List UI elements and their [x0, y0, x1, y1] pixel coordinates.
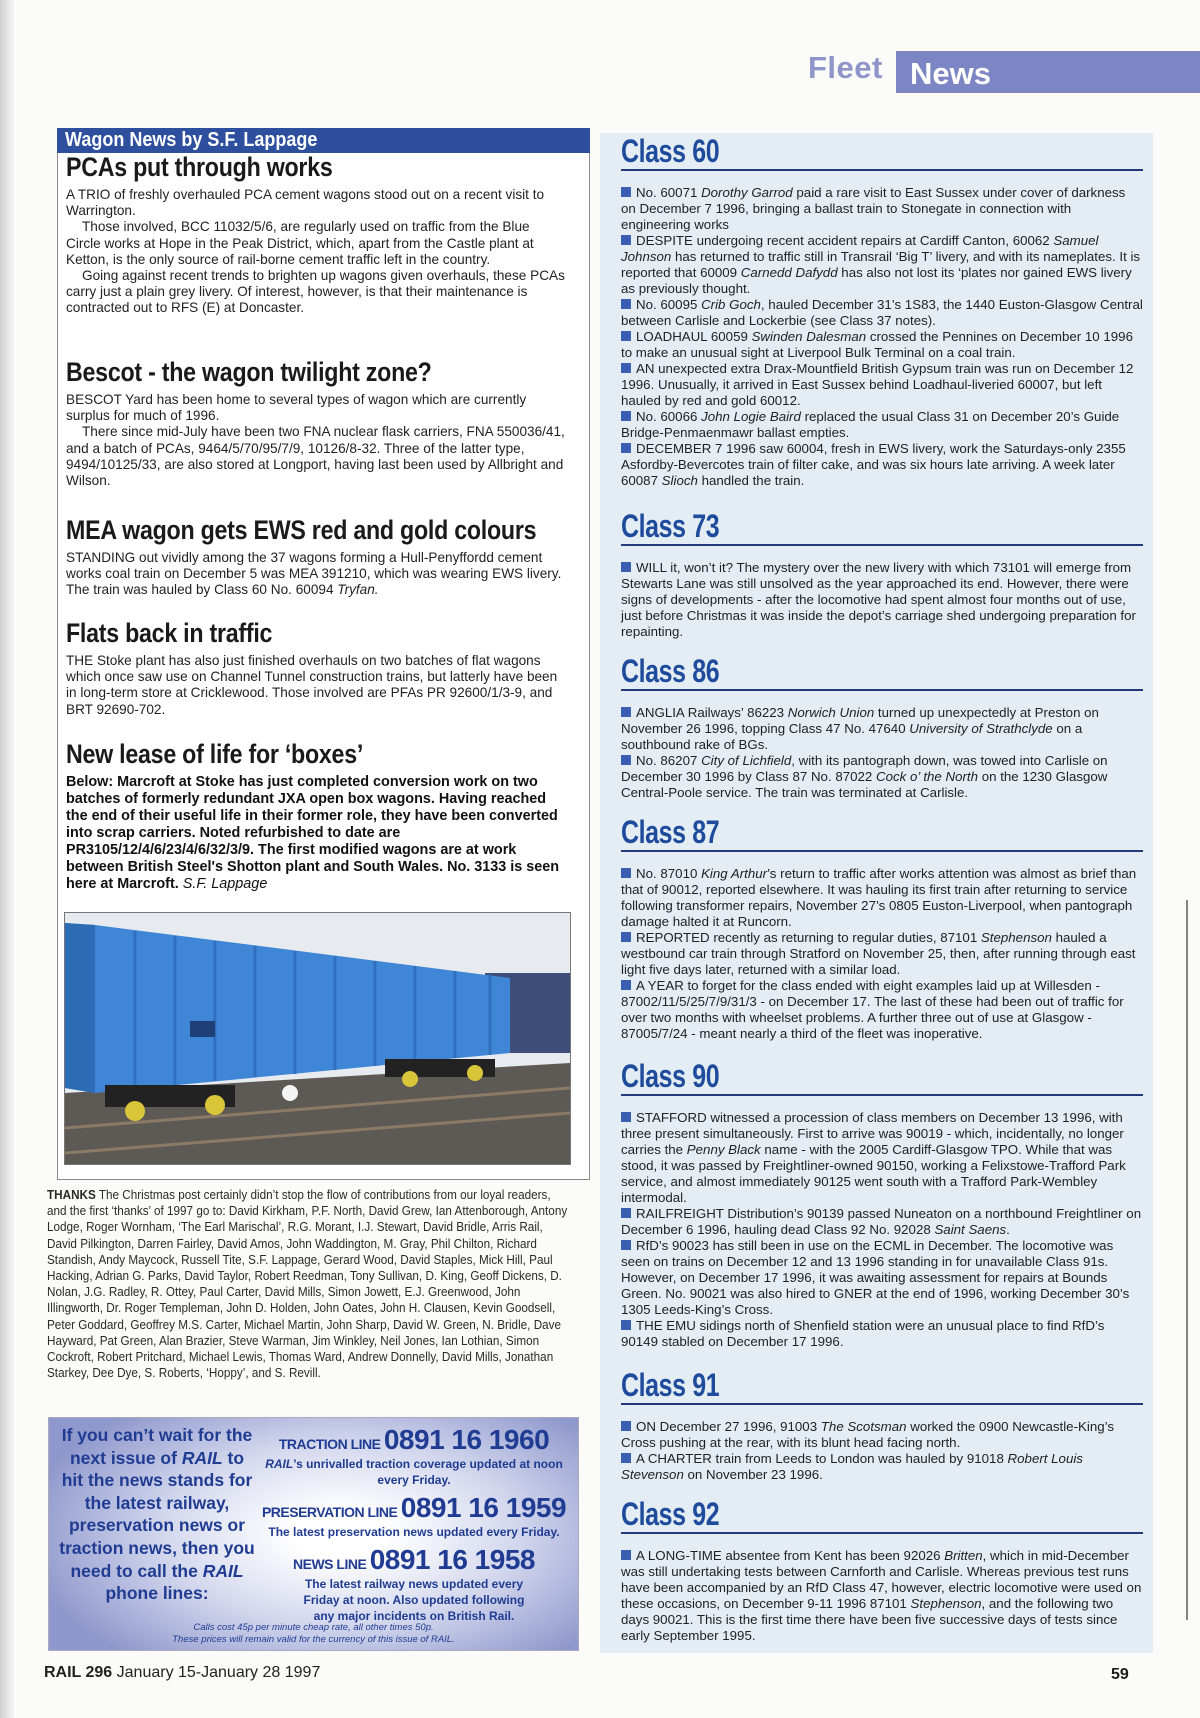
bullet-square-icon [621, 755, 631, 765]
bullet-square-icon [621, 707, 631, 717]
article-flats [66, 618, 566, 718]
bullet-square-icon [621, 235, 631, 245]
text-run: has also not lost its ‘plates nor gained EWS livery as previously thought. [621, 265, 1132, 296]
traction-line [254, 1424, 574, 1488]
text-run: Those involved, BCC 11032/5/6, are regularly used on traffic from the Blue Circle works at Hope in the Peak District, which, apart from the Castle plant at Ketton, is the only source of rail-borne cement traffic left in the country. [66, 219, 534, 267]
text-run: A CHARTER train from Leeds to London was hauled by 91018 [636, 1451, 1008, 1466]
section-label-bar [896, 51, 1200, 93]
news-item [621, 753, 1143, 801]
text-run: , hauled December 31’s 1S83, the 1440 Euston-Glasgow Central between Carlisle and Lockerbie (see Class 37 notes). [621, 297, 1143, 328]
advert-phone-lines [254, 1424, 574, 1628]
news-item [621, 1318, 1143, 1350]
bullet-square-icon [621, 1550, 631, 1560]
text-run: paid a rare visit to East Sussex under cover of darkness on December 7 1996, bringing a ballast train to Stonegate in connection with engineering works [621, 185, 1126, 232]
italic-name: Crib Goch [701, 297, 761, 312]
bullet-square-icon [621, 1421, 631, 1431]
italic-name: Robert Louis Stevenson [621, 1451, 1083, 1482]
news-item [621, 1451, 1143, 1483]
advert-lead-part: If you can’t wait for the next issue of [61, 1425, 253, 1468]
wagon-photo [64, 912, 571, 1165]
news-item [621, 441, 1143, 489]
news-item [621, 930, 1143, 978]
bullet-square-icon [621, 1453, 631, 1463]
text-run: A YEAR to forget for the class ended with eight examples laid up at Willesden - 87002/11/5/25/7/9/31/3 - on December 17. The last of these had been out of traffic for over two months with wheelset problems. A further three out of use at Glasgow - 87005/7/24 - meant nearly a third of the fleet was inoperative. [621, 978, 1124, 1041]
text-run: has returned to traffic still in Transrail ‘Big T’ livery, and with its nameplates. It is reported that 60009 [621, 249, 1141, 280]
italic-name: John Logie Baird [701, 409, 801, 424]
article-headline: Bescot - the wagon twilight zone? [66, 357, 432, 387]
text-run: No. 60071 [636, 185, 702, 200]
article-headline: Flats back in traffic [66, 618, 273, 648]
heading-rule [621, 689, 1143, 691]
text-run: No. 60066 [636, 409, 702, 424]
section-label-news: News [910, 56, 991, 91]
news-item [621, 978, 1143, 1042]
bullet-square-icon [621, 363, 631, 373]
article-pcas [66, 152, 566, 317]
line-description [254, 1456, 574, 1488]
news-item [621, 705, 1143, 753]
italic-name: Saint Saens [934, 1222, 1007, 1237]
news-item [621, 185, 1143, 233]
class-heading: Class 91 [621, 1367, 720, 1403]
text-run: , with its pantograph down, was towed into Carlisle on December 30 1996 by Class 87 No. 87022 [621, 753, 1108, 784]
bullet-square-icon [621, 411, 631, 421]
news-item [621, 409, 1143, 441]
italic-name: University of Strathclyde [909, 721, 1053, 736]
italic-name: Stephenson [980, 930, 1052, 945]
wagon-buffer [282, 1085, 298, 1101]
news-item [621, 329, 1143, 361]
bullet-square-icon [621, 187, 631, 197]
page-gutter-shadow [0, 0, 14, 1718]
italic-name: City of Lichfield [701, 753, 792, 768]
bullet-square-icon [621, 331, 631, 341]
line-description: The latest railway news updated every Friday at noon. Also updated following any major incidents on British Rail. [303, 1577, 525, 1623]
text-run: DECEMBER 7 1996 saw 60004, fresh in EWS livery, work the Saturdays-only 2355 Asfordby-Bevercotes train of filter cake, and was six hours late arriving. A week later 60087 [621, 441, 1126, 488]
article-paragraph [66, 219, 566, 268]
text-run: handled the train. [697, 473, 805, 488]
text-run: , which in mid-December was still undertaking tests between Carnforth and Carlisle. Whereas previous test runs have been accompanied by an RfD Class 47, however, electric locomotive were used on these occasions, on December 9-11 1996 87101 [621, 1548, 1142, 1611]
text-run: STANDING out vividly among the 37 wagons forming a Hull-Penyffordd cement works coal train on December 5 was MEA 391210, which was wearing EWS livery. The train was hauled by Class 60 No. 60094 [66, 550, 562, 598]
text-run: There since mid-July have been two FNA nuclear flask carriers, FNA 550036/41, and a batch of PCAs, 9464/5/70/95/7/9, 10126/8-32. Three of the latter type, 9494/10125/33, are also stored at Longport, having last been used by Allbright and Wilson. [66, 424, 565, 489]
wagon-news-banner-title: Wagon News by S.F. Lappage [65, 129, 318, 151]
section-label-fleet: Fleet [808, 50, 883, 85]
article-mea [66, 515, 566, 599]
article-paragraph [66, 268, 566, 317]
page-footer [44, 1664, 320, 1682]
line-description-brand: RAIL [265, 1457, 294, 1471]
line-description-text: ’s unrivalled traction coverage updated at noon every Friday. [293, 1457, 563, 1487]
article-paragraph [66, 653, 566, 718]
thanks-label: THANKS [47, 1188, 96, 1202]
advert-fine-print [49, 1622, 578, 1646]
thanks-text: The Christmas post certainly didn’t stop the flow of contributions from our loyal readers, and the first ‘thanks’ of 1997 go to: David Kirkham, P.F. North, David Grew, Ian Attenborough, Antony Lodge, Roger Wornham, ‘The Earl Marischal’, R.G. Morant, I.J. Stewart, David Bridle, Arris Rail, David Pilkington, Darren Fairley, David Amos, John Waddington, M. Gray, Phil Chilton, Richard Standish, Andy Maycock, Russell Tite, S.F. Lappage, Gerard Wood, David Staples, Mick Hill, Paul Hacking, Adrian G. Parks, David Taylor, Robert Reedman, Tony Sullivan, D. King, Geoff Dickens, D. Nolan, J.G. Radley, R. Ottey, Paul Carter, David Mills, Simon Jowett, E.J. Greenwood, John Illingworth, Dr. Roger Templeman, John D. Holden, John Oates, John H. Clausen, Kevin Goodsell, Peter Goddard, Geoffrey M.S. Carter, Michael Martin, John Sharp, David W. Green, N. Bridle, Dave Hayward, Pat Green, Alan Brazier, Steve Warman, Jim Winkley, Neil Jones, Ian Lothian, Simon Cockroft, Robert Pritchard, Michael Lewis, Thomas Ward, Andrew Donnelly, David Mills, Jonathan Starkey, Dee Dye, S. Roberts, ‘Hoppy’, and S. Revill. [47, 1188, 568, 1381]
line-label: TRACTION LINE [278, 1436, 384, 1452]
article-headline: PCAs put through works [66, 152, 333, 182]
text-run: hauled a westbound car train through Stratford on November 25, then, after running through east light five days later, returned with a similar load. [621, 930, 1136, 977]
text-run: turned up unexpectedly at Preston on November 26 1996, topping Class 47 No. 47640 [621, 705, 1099, 736]
text-run: , and the following two days 90021. This is the first time there have been five successive days of tests since early September 1995. [621, 1596, 1118, 1643]
heading-rule [621, 544, 1143, 546]
section-class-60 [621, 133, 1143, 489]
text-run: REPORTED recently as returning to regular duties, 87101 [636, 930, 981, 945]
text-run: LOADHAUL 60059 [636, 329, 752, 344]
wagon-end [65, 923, 95, 1093]
thanks-paragraph [47, 1187, 568, 1381]
text-run: THE EMU sidings north of Shenfield station were an unusual place to find RfD’s 90149 stabled on December 17 1996. [621, 1318, 1105, 1349]
section-class-73 [621, 508, 1143, 640]
text-run: . [1006, 1222, 1010, 1237]
text-run: WILL it, won’t it? The mystery over the new livery with which 73101 will emerge from Stewarts Lane was still unsolved as the year approached its end. However, there were signs of developments - after the locomotive had spent almost four months out of use, just before Christmas it was inside the depot’s carriage shed undergoing preparation for repainting. [621, 560, 1136, 639]
preservation-line [254, 1492, 574, 1540]
news-item [621, 1419, 1143, 1451]
bullet-square-icon [621, 443, 631, 453]
italic-name: Norwich Union [787, 705, 875, 720]
text-run: on November 23 1996. [683, 1467, 823, 1482]
bullet-square-icon [621, 1208, 631, 1218]
news-item [621, 1238, 1143, 1318]
italic-name: Dorothy Garrod [701, 185, 793, 200]
italic-name: Stephenson [910, 1596, 982, 1611]
text-run: No. 60095 [636, 297, 702, 312]
text-run: on the 1230 Glasgow Central-Poole service. The train was terminated at Carlisle. [621, 769, 1108, 800]
text-run: Going against recent trends to brighten up wagons given overhauls, these PCAs carry just a plain grey livery. Of interest, however, is that their maintenance is contracted out to RFS (E) at Doncaster. [66, 268, 565, 316]
class-heading: Class 60 [621, 133, 720, 169]
news-item [621, 1206, 1143, 1238]
article-paragraph [66, 392, 566, 424]
advert-lead-part: to hit the news stands for the latest railway, preservation news or traction news, then you need to call the [59, 1447, 255, 1581]
italic-name: S.F. Lappage [182, 876, 268, 892]
italic-name: Tryfan. [337, 582, 379, 598]
text-run: worked the 0900 Newcastle-King’s Cross pushing at the rear, with its blunt head facing north. [621, 1419, 1114, 1450]
advert-lead-part: phone lines: [105, 1583, 209, 1604]
text-run: ANGLIA Railways’ 86223 [636, 705, 788, 720]
article-boxes [66, 739, 566, 893]
section-class-91 [621, 1367, 1143, 1483]
fine-print-line: These prices will remain valid for the currency of this issue of RAIL. [172, 1634, 455, 1645]
italic-name: King Arthur [701, 866, 768, 881]
text-run: ON December 27 1996, 91003 [636, 1419, 821, 1434]
news-line [254, 1544, 574, 1624]
class-heading: Class 92 [621, 1496, 720, 1532]
article-paragraph [66, 424, 566, 489]
italic-name: Swinden Dalesman [751, 329, 867, 344]
text-run: name - with the 2005 Cardiff-Glasgow TPO. While that was stood, it was passed by Freightliner-owned 90150, working a Felixstowe-Trafford Park service, and almost immediately 90125 went south with a Trafford Park-Wembley intermodal. [621, 1142, 1126, 1205]
italic-name: Britten [944, 1548, 983, 1563]
italic-name: Penny Black [686, 1142, 761, 1157]
heading-rule [621, 1403, 1143, 1405]
heading-rule [621, 850, 1143, 852]
class-heading: Class 73 [621, 508, 720, 544]
phone-number: 0891 16 1958 [369, 1544, 535, 1575]
advert-rail-brand: RAIL [181, 1447, 223, 1468]
text-run: No. 86207 [636, 753, 702, 768]
article-headline: MEA wagon gets EWS red and gold colours [66, 515, 537, 545]
italic-name: Cock o’ the North [876, 769, 979, 784]
news-item [621, 866, 1143, 930]
article-paragraph [66, 187, 566, 219]
phone-number: 0891 16 1960 [383, 1424, 550, 1455]
photo-caption [66, 774, 566, 893]
text-run: A TRIO of freshly overhauled PCA cement wagons stood out on a recent visit to Warrington. [66, 187, 545, 219]
text-run: replaced the usual Class 31 on December 20’s Guide Bridge-Penmaenmawr ballast empties. [621, 409, 1120, 440]
rail-phone-lines-advert [48, 1417, 579, 1651]
advert-lead-text [57, 1424, 257, 1605]
class-heading: Class 87 [621, 814, 720, 850]
text-run: RAILFREIGHT Distribution’s 90139 passed Nuneaton on a northbound Freightliner on December 6 1996, hauling dead Class 92 No. 92028 [621, 1206, 1142, 1237]
news-item [621, 1110, 1143, 1206]
bullet-square-icon [621, 980, 631, 990]
news-item [621, 1548, 1143, 1644]
text-run: AN unexpected extra Drax-Mountfield British Gypsum train was run on December 12 1996. Unusually, it arrived in East Sussex behind Loadhaul-liveried 60007, but left hauled by red and gold 60012. [621, 361, 1134, 408]
heading-rule [621, 1532, 1143, 1534]
text-run: DESPITE undergoing recent accident repairs at Cardiff Canton, 60062 [636, 233, 1054, 248]
line-label: PRESERVATION LINE [261, 1504, 401, 1520]
text-run: THE Stoke plant has also just finished overhauls on two batches of flat wagons which once saw use on Channel Tunnel construction trains, but latterly have been in long-term store at Cricklewood. Those involved are PFAs PR 92600/1/3-9, and BRT 92690-702. [66, 653, 558, 717]
text-run: ’s return to traffic after works attention was almost as brief than that of 90012, reported elsewhere. It was hauling its first train after returning to service following transformer repairs, November 27’s 0805 Euston-Liverpool, when pantograph damage halted it at Runcorn. [621, 866, 1137, 929]
wagon-number-panel [190, 1021, 215, 1037]
text-run: STAFFORD witnessed a procession of class members on December 13 1996, with three present simultaneously. First to arrive was 90019 - which, incidentally, no longer carries the [621, 1110, 1124, 1157]
jxa-wagon-image [65, 913, 570, 1164]
bullet-square-icon [621, 562, 631, 572]
section-class-92 [621, 1496, 1143, 1644]
section-class-90 [621, 1058, 1143, 1350]
issue-dates: January 15-January 28 1997 [116, 1664, 321, 1681]
text-run: BESCOT Yard has been home to several types of wagon which are currently surplus for much of 1996. [66, 392, 527, 424]
class-heading: Class 86 [621, 653, 720, 689]
bullet-square-icon [621, 1112, 631, 1122]
italic-name: Samuel Johnson [621, 233, 1099, 264]
news-item [621, 361, 1143, 409]
bullet-square-icon [621, 1320, 631, 1330]
page-number: 59 [1111, 1666, 1129, 1683]
bullet-square-icon [621, 932, 631, 942]
magazine-issue: RAIL 296 [44, 1664, 113, 1681]
text-run: on a southbound rake of BGs. [621, 721, 1083, 752]
heading-rule [621, 1094, 1143, 1096]
heading-rule [621, 169, 1143, 171]
line-description: The latest preservation news updated every Friday. [268, 1525, 560, 1539]
bullet-square-icon [621, 1240, 631, 1250]
text-run: Below: Marcroft at Stoke has just completed conversion work on two batches of formerly redundant JXA open box wagons. Having reached the end of their useful life in their former role, they have been converted into scrap carriers. Noted refurbished to date are PR3105/12/4/6/23/4/6/32/3/9. The first modified wagons are at work between British Steel's Shotton plant and South Wales. No. 3133 is seen here at Marcroft. [66, 774, 560, 892]
italic-name: Carnedd Dafydd [740, 265, 838, 280]
news-item [621, 560, 1143, 640]
fine-print-line: Calls cost 45p per minute cheap rate, all other times 50p. [193, 1622, 434, 1633]
line-label: NEWS LINE [293, 1556, 370, 1572]
text-run: crossed the Pennines on December 10 1996 to make an unusual sight at Liverpool Bulk Terminal on a coal train. [621, 329, 1133, 360]
page-edge-line [1186, 900, 1188, 1620]
wagon-news-banner [57, 128, 590, 153]
section-class-87 [621, 814, 1143, 1042]
advert-rail-brand: RAIL [202, 1560, 244, 1581]
news-item [621, 233, 1143, 297]
text-run: A LONG-TIME absentee from Kent has been 92026 [636, 1548, 945, 1563]
article-bescot [66, 357, 566, 489]
news-item [621, 297, 1143, 329]
bullet-square-icon [621, 868, 631, 878]
bullet-square-icon [621, 299, 631, 309]
article-paragraph [66, 550, 566, 599]
text-run: No. 87010 [636, 866, 702, 881]
phone-number: 0891 16 1959 [400, 1492, 567, 1523]
italic-name: Slioch [661, 473, 698, 488]
section-class-86 [621, 653, 1143, 801]
italic-name: The Scotsman [820, 1419, 907, 1434]
article-headline: New lease of life for ‘boxes’ [66, 739, 364, 769]
class-heading: Class 90 [621, 1058, 720, 1094]
text-run: RfD’s 90023 has still been in use on the ECML in December. The locomotive was seen on trains on December 12 and 13 1996 standing in for unavailable Class 91s. However, on December 17 1996, it was awaiting assessment for repairs at Bounds Green. No. 90021 was also hired to GNER at the end of 1996, working December 30’s 1305 Leeds-King’s Cross. [621, 1238, 1130, 1317]
